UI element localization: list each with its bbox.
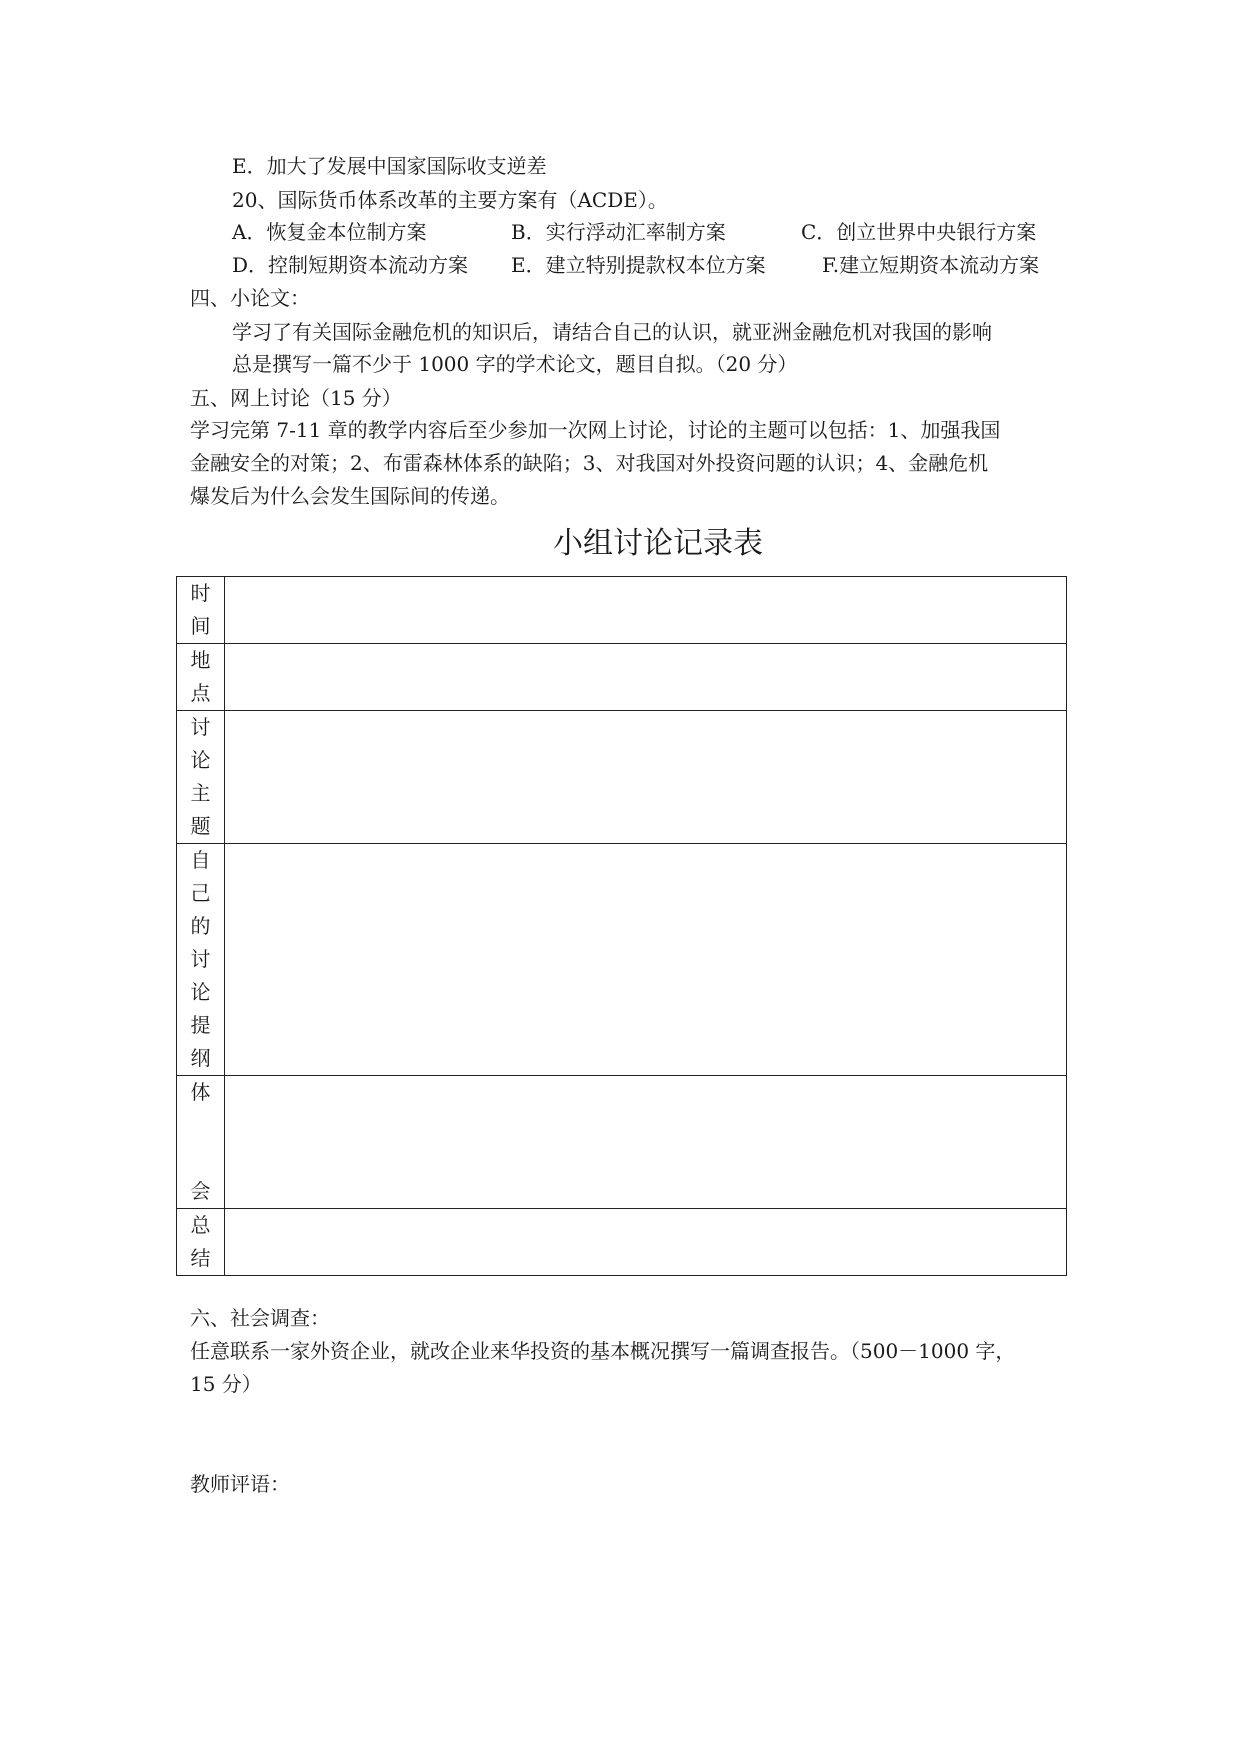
label-experience	[177, 1076, 225, 1209]
outline-field[interactable]	[225, 844, 1067, 1076]
row-outline	[177, 844, 1067, 1076]
label-char: 主	[190, 781, 211, 805]
table-title: 小组讨论记录表	[553, 526, 763, 561]
q20-option-c: C．创立世界中央银行方案	[801, 220, 1037, 244]
label-char: 题	[190, 814, 211, 838]
label-char: 地	[190, 648, 211, 672]
label-char: 总	[190, 1213, 211, 1237]
label-char: 己	[190, 881, 211, 905]
label-char: 点	[190, 681, 211, 705]
section5-line3: 爆发后为什么会发生国际间的传递。	[190, 484, 510, 508]
q20-option-e: E．建立特别提款权本位方案	[511, 253, 766, 277]
q20-option-d: D．控制短期资本流动方案	[232, 253, 469, 277]
topic-field[interactable]	[225, 711, 1067, 844]
row-experience	[177, 1076, 1067, 1209]
q20-question: 20、国际货币体系改革的主要方案有（ACDE）。	[232, 188, 668, 212]
label-gap	[177, 1109, 224, 1175]
label-char: 讨	[190, 947, 211, 971]
label-char: 会	[190, 1179, 211, 1203]
section5-line1: 学习完第 7-11 章的教学内容后至少参加一次网上讨论，讨论的主题可以包括：1、加强我国	[190, 418, 1001, 442]
label-char: 自	[190, 848, 211, 872]
label-char: 纲	[190, 1046, 211, 1070]
label-char: 论	[190, 980, 211, 1004]
section4-heading: 四、小论文：	[190, 286, 310, 310]
discussion-record-table	[176, 576, 1067, 1276]
label-char: 讨	[190, 715, 211, 739]
q20-option-a: A．恢复金本位制方案	[232, 220, 427, 244]
row-place	[177, 644, 1067, 711]
summary-field[interactable]	[225, 1209, 1067, 1276]
label-char: 结	[190, 1246, 211, 1270]
place-field[interactable]	[225, 644, 1067, 711]
label-topic	[177, 711, 225, 844]
time-field[interactable]	[225, 577, 1067, 644]
label-char: 论	[190, 748, 211, 772]
section6-heading: 六、社会调查：	[190, 1306, 330, 1330]
label-char: 体	[190, 1080, 211, 1104]
label-time	[177, 577, 225, 644]
label-char: 的	[190, 914, 211, 938]
section4-line1: 学习了有关国际金融危机的知识后，请结合自己的认识，就亚洲金融危机对我国的影响	[232, 320, 992, 344]
row-topic	[177, 711, 1067, 844]
label-outline	[177, 844, 225, 1076]
row-time	[177, 577, 1067, 644]
q20-option-f: F.建立短期资本流动方案	[822, 253, 1040, 277]
section5-heading: 五、网上讨论（15 分）	[190, 386, 402, 410]
section6-line2: 15 分）	[190, 1372, 262, 1396]
section6-line1: 任意联系一家外资企业，就改企业来华投资的基本概况撰写一篇调查报告。（500－1000 字，	[190, 1339, 1016, 1363]
label-place	[177, 644, 225, 711]
label-summary	[177, 1209, 225, 1276]
section5-line2: 金融安全的对策；2、布雷森林体系的缺陷；3、对我国对外投资问题的认识；4、金融危机	[190, 451, 989, 475]
row-summary	[177, 1209, 1067, 1276]
label-char: 间	[190, 614, 211, 638]
experience-field[interactable]	[225, 1076, 1067, 1209]
q19-option-e: E．加大了发展中国家国际收支逆差	[232, 154, 547, 178]
teacher-comment-label: 教师评语：	[190, 1472, 290, 1496]
section4-line2: 总是撰写一篇不少于 1000 字的学术论文，题目自拟。（20 分）	[232, 352, 798, 376]
label-char: 时	[190, 581, 211, 605]
label-char: 提	[190, 1013, 211, 1037]
q20-option-b: B．实行浮动汇率制方案	[511, 220, 726, 244]
